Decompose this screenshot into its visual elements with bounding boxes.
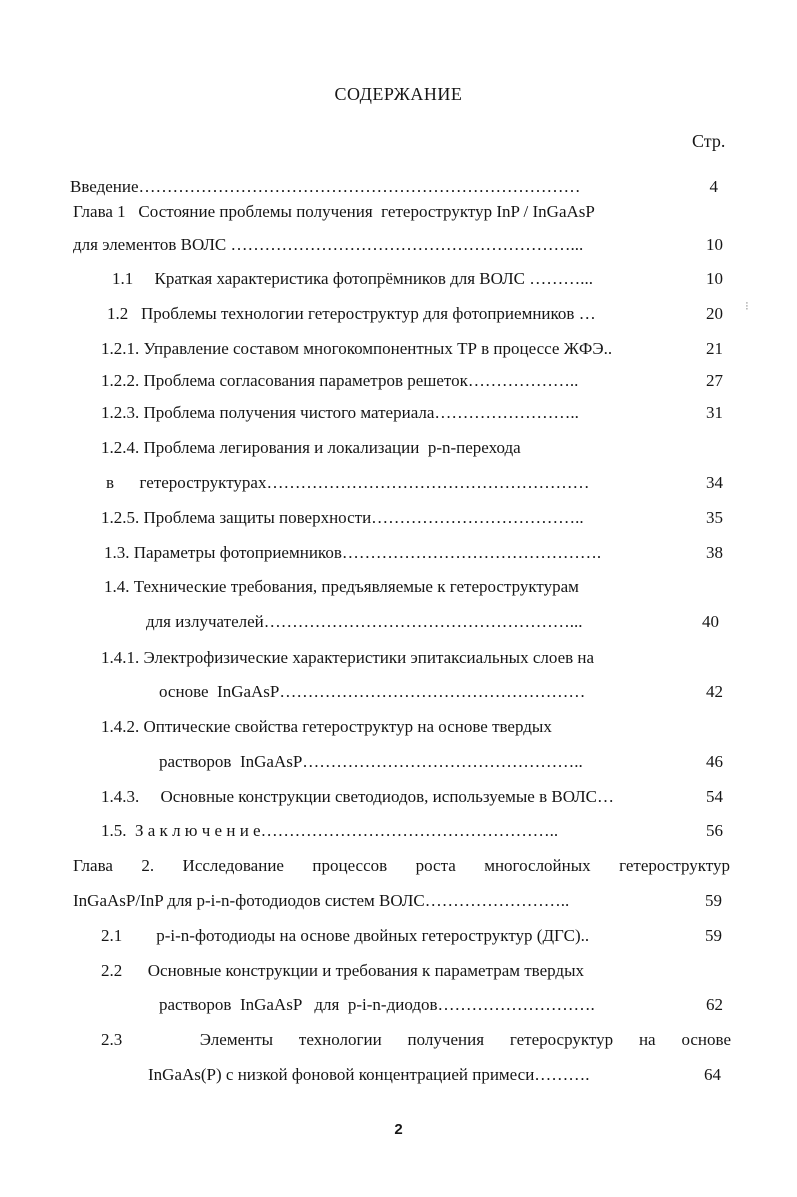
- toc-entry-text: 1.2 Проблемы технологии гетероструктур для фотоприемников …: [107, 304, 596, 323]
- toc-entry-page: 20: [706, 304, 723, 323]
- toc-entry-page: 42: [706, 682, 723, 701]
- toc-entry-text: в гетероструктурах…………………………………………………: [106, 473, 590, 492]
- toc-entry-text: 1.4.3. Основные конструкции светодиодов, используемые в ВОЛС…: [101, 787, 615, 806]
- toc-entry-text: растворов InGaAsP…………………………………………..: [159, 752, 583, 771]
- toc-entry-page: 38: [706, 543, 723, 562]
- toc-entry-text: 2.1 p-i-n-фотодиоды на основе двойных гетероструктур (ДГС)..: [101, 926, 590, 945]
- scan-speck: ⁝: [745, 299, 749, 313]
- toc-entry-text: 1.3. Параметры фотоприемников……………………………………….: [104, 543, 602, 562]
- toc-entry-text: растворов InGaAsP для p-i-n-диодов……………………….: [159, 995, 595, 1014]
- toc-entry-text: 1.2.3. Проблема получения чистого материала……………………..: [101, 403, 579, 422]
- toc-entry-text: 1.2.5. Проблема защиты поверхности………………………………..: [101, 508, 584, 527]
- toc-entry-text: 1.2.4. Проблема легирования и локализации р-n-перехода: [101, 438, 521, 457]
- toc-entry-text: 1.5. З а к л ю ч е н и е……………………………………………..: [101, 821, 559, 840]
- toc-entry-text: InGaAsP/InP для p-i-n-фотодиодов систем ВОЛС……………………..: [73, 891, 570, 910]
- toc-entry-page: 21: [706, 339, 723, 358]
- toc-entry-text: 1.2.1. Управление составом многокомпонентных ТР в процессе ЖФЭ..: [101, 339, 613, 358]
- toc-entry-text: Глава 2. Исследование процессов роста многослойных гетероструктур: [73, 856, 730, 875]
- page-number: 2: [394, 1121, 403, 1138]
- toc-entry-text: 1.2.2. Проблема согласования параметров решеток………………..: [101, 371, 579, 390]
- page-column-label: Стр.: [692, 131, 726, 151]
- page-title: СОДЕРЖАНИЕ: [334, 84, 463, 104]
- toc-entry-text: 1.4. Технические требования, предъявляемые к гетероструктурам: [104, 577, 579, 596]
- toc-entry-page: 59: [705, 891, 722, 910]
- toc-entry-text: 1.4.1. Электрофизические характеристики эпитаксиальных слоев на: [101, 648, 595, 667]
- toc-entry-page: 54: [706, 787, 723, 806]
- toc-entry-page: 59: [705, 926, 722, 945]
- toc-entry-page: 27: [706, 371, 723, 390]
- toc-entry-text: для элементов ВОЛС ……………………………………………………...: [73, 235, 584, 254]
- toc-entry-text: основе InGaAsP………………………………………………: [159, 682, 586, 701]
- toc-entry-page: 34: [706, 473, 723, 492]
- toc-entry-page: 35: [706, 508, 723, 527]
- toc-entry-page: 40: [702, 612, 719, 631]
- toc-entry-page: 46: [706, 752, 723, 771]
- toc-entry-text: 1.4.2. Оптические свойства гетероструктур на основе твердых: [101, 717, 552, 736]
- toc-entry-text: для излучателей………………………………………………...: [146, 612, 583, 631]
- toc-entry-text: 1.1 Краткая характеристика фотопрёмников для ВОЛС ………...: [112, 269, 593, 288]
- toc-entry-page: 56: [706, 821, 723, 840]
- toc-entry-text: Введение……………………………………………………………………: [70, 177, 581, 196]
- toc-entry-page: 64: [704, 1065, 721, 1084]
- toc-entry-text: InGaAs(P) с низкой фоновой концентрацией примеси……….: [148, 1065, 590, 1084]
- toc-entry-page: 10: [706, 269, 723, 288]
- toc-entry-text: 2.3 Элементы технологии получения гетеросруктур на основе: [101, 1030, 731, 1049]
- toc-entry-text: Глава 1 Состояние проблемы получения гетероструктур InP / InGaAsP: [73, 202, 595, 221]
- toc-entry-page: 31: [706, 403, 723, 422]
- toc-entry-text: 2.2 Основные конструкции и требования к параметрам твердых: [101, 961, 584, 980]
- toc-entry-page: 4: [709, 177, 718, 196]
- toc-entry-page: 62: [706, 995, 723, 1014]
- toc-entry-page: 10: [706, 235, 723, 254]
